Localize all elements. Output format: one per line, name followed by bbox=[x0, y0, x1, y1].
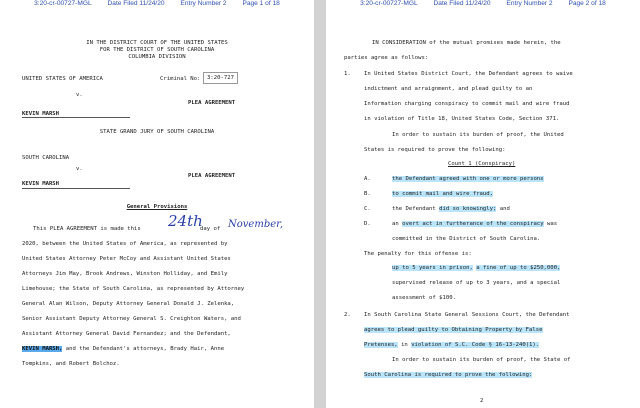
versus-1: v. bbox=[76, 92, 83, 98]
criminal-no-field: 3:20-727 bbox=[203, 72, 238, 84]
caption-rule-1 bbox=[22, 117, 130, 118]
agreement-line-7: Senior Assistant Deputy Attorney General S. Creighton Waters, and bbox=[22, 316, 241, 322]
agreement-line-8: Assistant Attorney General David Fernandez; and the Defendant, bbox=[22, 331, 231, 337]
item-2-line-2 bbox=[364, 327, 543, 334]
agreement-line-4: Attorneys Jim May, Brook Andrews, Winston Holliday, and Emily bbox=[22, 271, 228, 277]
item-1-number: 1. bbox=[344, 71, 351, 77]
highlight-sc-code: violation of S.C. Code § 16-13-240(1). bbox=[411, 342, 540, 348]
court-name-line-2: FOR THE DISTRICT OF SOUTH CAROLINA bbox=[99, 47, 215, 53]
plea-agreement-title-1: PLEA AGREEMENT bbox=[188, 100, 236, 106]
element-b bbox=[392, 191, 493, 198]
page-gutter bbox=[314, 0, 326, 408]
highlight-element-a: the Defendant agreed with one or more persons bbox=[392, 176, 544, 182]
item-2-line-1: In South Carolina State General Sessions Court, the Defendant bbox=[364, 312, 570, 318]
agreement-line-5: Limehouse; the State of South Carolina, as represented by Attorney bbox=[22, 286, 245, 292]
highlight-element-d: overt act in furtherance of the conspiracy bbox=[402, 221, 544, 227]
entry-number: Entry Number 2 bbox=[180, 0, 227, 7]
highlight-element-c: did so knowingly; bbox=[439, 206, 497, 212]
case-number: 3:20-cr-00727-MGL bbox=[34, 0, 92, 7]
versus-2: v. bbox=[76, 166, 83, 172]
document-page-1 bbox=[0, 0, 314, 408]
section-title: General Provisions bbox=[126, 204, 188, 210]
element-d-post: was bbox=[546, 221, 558, 227]
burden-line-2: States is required to prove the following: bbox=[364, 147, 506, 153]
handwritten-day: 24th bbox=[168, 212, 203, 230]
element-c-letter: C. bbox=[364, 206, 371, 212]
page-number: 2 bbox=[480, 398, 484, 404]
caption-rule-2 bbox=[22, 188, 130, 189]
ecf-header bbox=[326, 0, 640, 9]
item-2-burden-2 bbox=[364, 372, 532, 379]
plea-agreement-title-2: PLEA AGREEMENT bbox=[188, 173, 236, 179]
document-page-2 bbox=[326, 0, 640, 408]
count-heading: Count 1 (Conspiracy) bbox=[448, 161, 516, 167]
defendant-name-2: KEVIN MARSH bbox=[22, 181, 60, 187]
item-2-burden-1: In order to sustain its burden of proof, the State of bbox=[392, 357, 571, 363]
entry-number: Entry Number 2 bbox=[506, 0, 553, 7]
agreement-line-6: General Alan Wilson, Deputy Attorney General Donald J. Zelenka, bbox=[22, 301, 235, 307]
element-d bbox=[392, 221, 557, 228]
item-2-number: 2. bbox=[344, 312, 351, 318]
defendant-name-1: KEVIN MARSH bbox=[22, 111, 60, 117]
criminal-no-label: Criminal No: bbox=[160, 76, 201, 82]
date-filed: Date Filed 11/24/20 bbox=[433, 0, 491, 7]
element-d-continued: committed in the District of South Carolina. bbox=[392, 236, 541, 242]
highlight-item-2-burden-2: South Carolina is required to prove the following: bbox=[364, 372, 533, 378]
grand-jury-heading: STATE GRAND JURY OF SOUTH CAROLINA bbox=[99, 129, 215, 135]
court-name-line-3: COLUMBIA DIVISION bbox=[128, 54, 186, 60]
penalty-line-2: supervised release of up to 3 years, and a special bbox=[392, 280, 561, 286]
penalty-line-1 bbox=[392, 265, 560, 272]
element-a bbox=[392, 176, 544, 183]
party-south-carolina: SOUTH CAROLINA bbox=[22, 155, 70, 161]
page-of: Page 1 of 18 bbox=[242, 0, 280, 7]
item-1-line-1: In United States District Court, the Defendant agrees to waive bbox=[364, 71, 573, 77]
highlight-element-b: to commit mail and wire fraud, bbox=[392, 191, 494, 197]
element-c-pre: the Defendant bbox=[392, 206, 436, 212]
element-d-letter: D. bbox=[364, 221, 371, 227]
court-name-line-1: IN THE DISTRICT COURT OF THE UNITED STATES bbox=[86, 40, 228, 46]
highlighted-defendant-name: KEVIN MARSH, bbox=[22, 346, 63, 352]
agreement-line-9 bbox=[22, 346, 224, 353]
intro-line-2: parties agree as follows: bbox=[344, 55, 429, 61]
agreement-line-2: 2020, between the United States of America, as represented by bbox=[22, 241, 228, 247]
penalty-intro: The penalty for this offense is: bbox=[364, 251, 472, 257]
agreement-line-10: Tompkins, and Robert Bolchoz. bbox=[22, 361, 120, 367]
item-2-line-3 bbox=[364, 342, 539, 349]
highlight-item-2-line-2: agrees to plead guilty to Obtaining Property by False bbox=[364, 327, 543, 333]
agreement-line-1b: day of bbox=[200, 226, 221, 232]
element-b-letter: B. bbox=[364, 191, 371, 197]
item-2-line-3-mid: in bbox=[401, 342, 408, 348]
element-d-pre: an bbox=[392, 221, 399, 227]
case-number: 3:20-cr-00727-MGL bbox=[360, 0, 418, 7]
agreement-line-9-rest: and the Defendant's attorneys, Brady Hair, Anne bbox=[65, 346, 225, 352]
ecf-header bbox=[0, 0, 314, 9]
agreement-line-3: United States Attorney Peter McCoy and Assistant United States bbox=[22, 256, 231, 262]
page-of: Page 2 of 18 bbox=[568, 0, 606, 7]
highlight-pretenses: Pretenses, bbox=[364, 342, 398, 348]
intro-line-1: IN CONSIDERATION of the mutual promises made herein, the bbox=[372, 40, 561, 46]
burden-line-1: In order to sustain its burden of proof, the United bbox=[392, 132, 564, 138]
highlight-fine: a fine of up to $250,000, bbox=[476, 265, 561, 271]
highlight-prison-term: up to 5 years in prison, bbox=[392, 265, 473, 271]
item-1-line-4: in violation of Title 18, United States Code, Section 371. bbox=[364, 116, 560, 122]
party-usa: UNITED STATES OF AMERICA bbox=[22, 76, 103, 82]
agreement-line-1a: This PLEA AGREEMENT is made this bbox=[33, 226, 141, 232]
element-a-letter: A. bbox=[364, 176, 371, 182]
handwritten-month: November, bbox=[228, 219, 283, 230]
date-filed: Date Filed 11/24/20 bbox=[107, 0, 165, 7]
item-1-line-3: Information charging conspiracy to commit mail and wire fraud bbox=[364, 101, 570, 107]
penalty-line-3: assessment of $100. bbox=[392, 295, 456, 301]
item-1-line-2: indictment and arraignment, and plead guilty to an bbox=[364, 86, 533, 92]
element-c-post: and bbox=[499, 206, 510, 212]
element-c bbox=[392, 206, 510, 213]
